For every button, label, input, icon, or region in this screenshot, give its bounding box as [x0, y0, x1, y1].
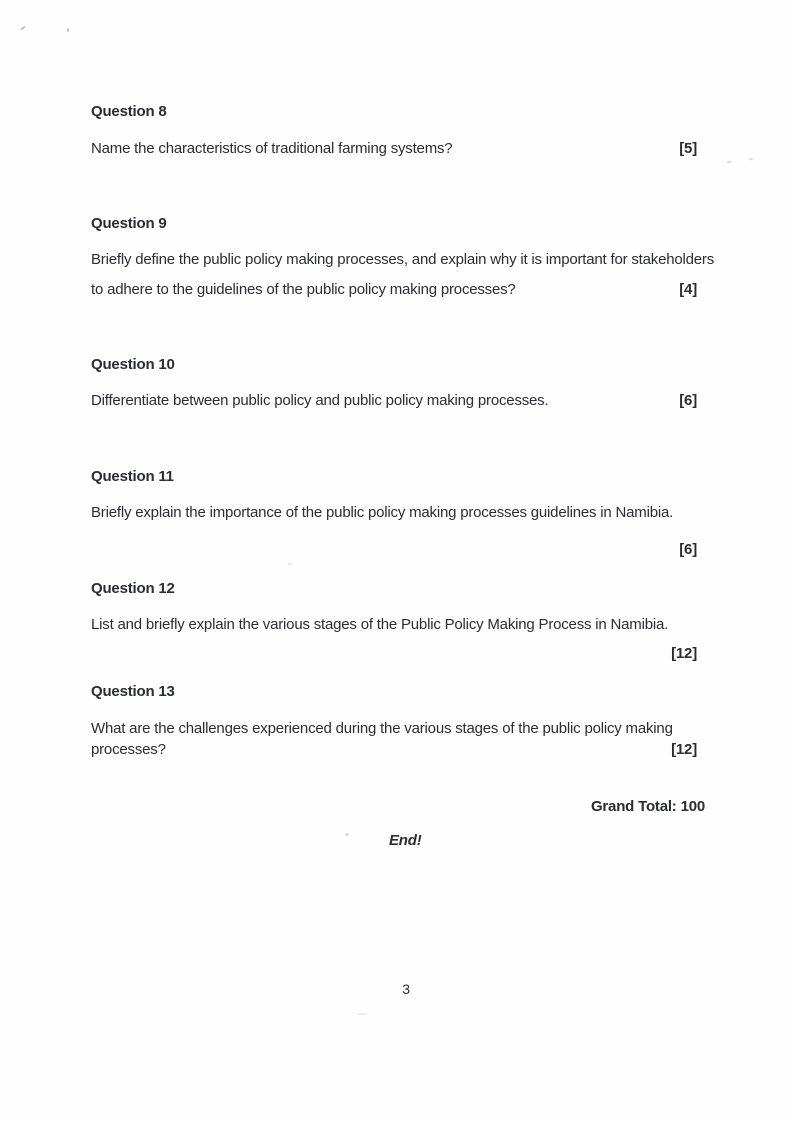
end-marker: End! [389, 832, 422, 849]
scan-speck [356, 1013, 368, 1015]
question-8-mark: [5] [679, 140, 697, 157]
question-10-text: Differentiate between public policy and public policy making processes. [91, 392, 549, 409]
question-8-heading: Question 8 [91, 103, 167, 120]
question-12-heading: Question 12 [91, 580, 175, 597]
page-number: 3 [402, 981, 410, 997]
question-10-heading: Question 10 [91, 356, 175, 373]
question-11-mark: [6] [679, 541, 697, 558]
question-11-text: Briefly explain the importance of the public policy making processes guidelines in Namibia. [91, 504, 674, 521]
question-12-text: List and briefly explain the various stages of the Public Policy Making Process in Namibia. [91, 616, 669, 633]
question-13-text-line-2: processes? [91, 741, 166, 758]
grand-total: Grand Total: 100 [590, 798, 705, 815]
question-8-body [91, 139, 721, 159]
question-9-text-line-2: to adhere to the guidelines of the public policy making processes? [91, 281, 516, 298]
question-11-heading: Question 11 [91, 468, 174, 485]
question-12-mark: [12] [671, 645, 697, 662]
scan-speck [345, 833, 349, 836]
question-13-text-line-1: What are the challenges experienced during the various stages of the public policy making [91, 720, 673, 737]
question-9-mark: [4] [679, 281, 697, 298]
scan-speck [288, 563, 292, 565]
question-9-heading: Question 9 [91, 215, 167, 232]
question-13-body [91, 740, 721, 760]
question-10-mark: [6] [679, 392, 697, 409]
question-10-body [91, 391, 721, 411]
question-9-body [91, 280, 721, 300]
scan-speck [20, 25, 26, 30]
question-8-text: Name the characteristics of traditional farming systems? [91, 140, 453, 157]
scan-speck [749, 157, 753, 160]
question-9-text-line-1: Briefly define the public policy making processes, and explain why it is important for stakeholders [91, 251, 715, 268]
question-13-heading: Question 13 [91, 683, 175, 700]
scan-speck [727, 160, 732, 164]
scan-speck [67, 28, 69, 32]
question-13-mark: [12] [671, 741, 697, 758]
